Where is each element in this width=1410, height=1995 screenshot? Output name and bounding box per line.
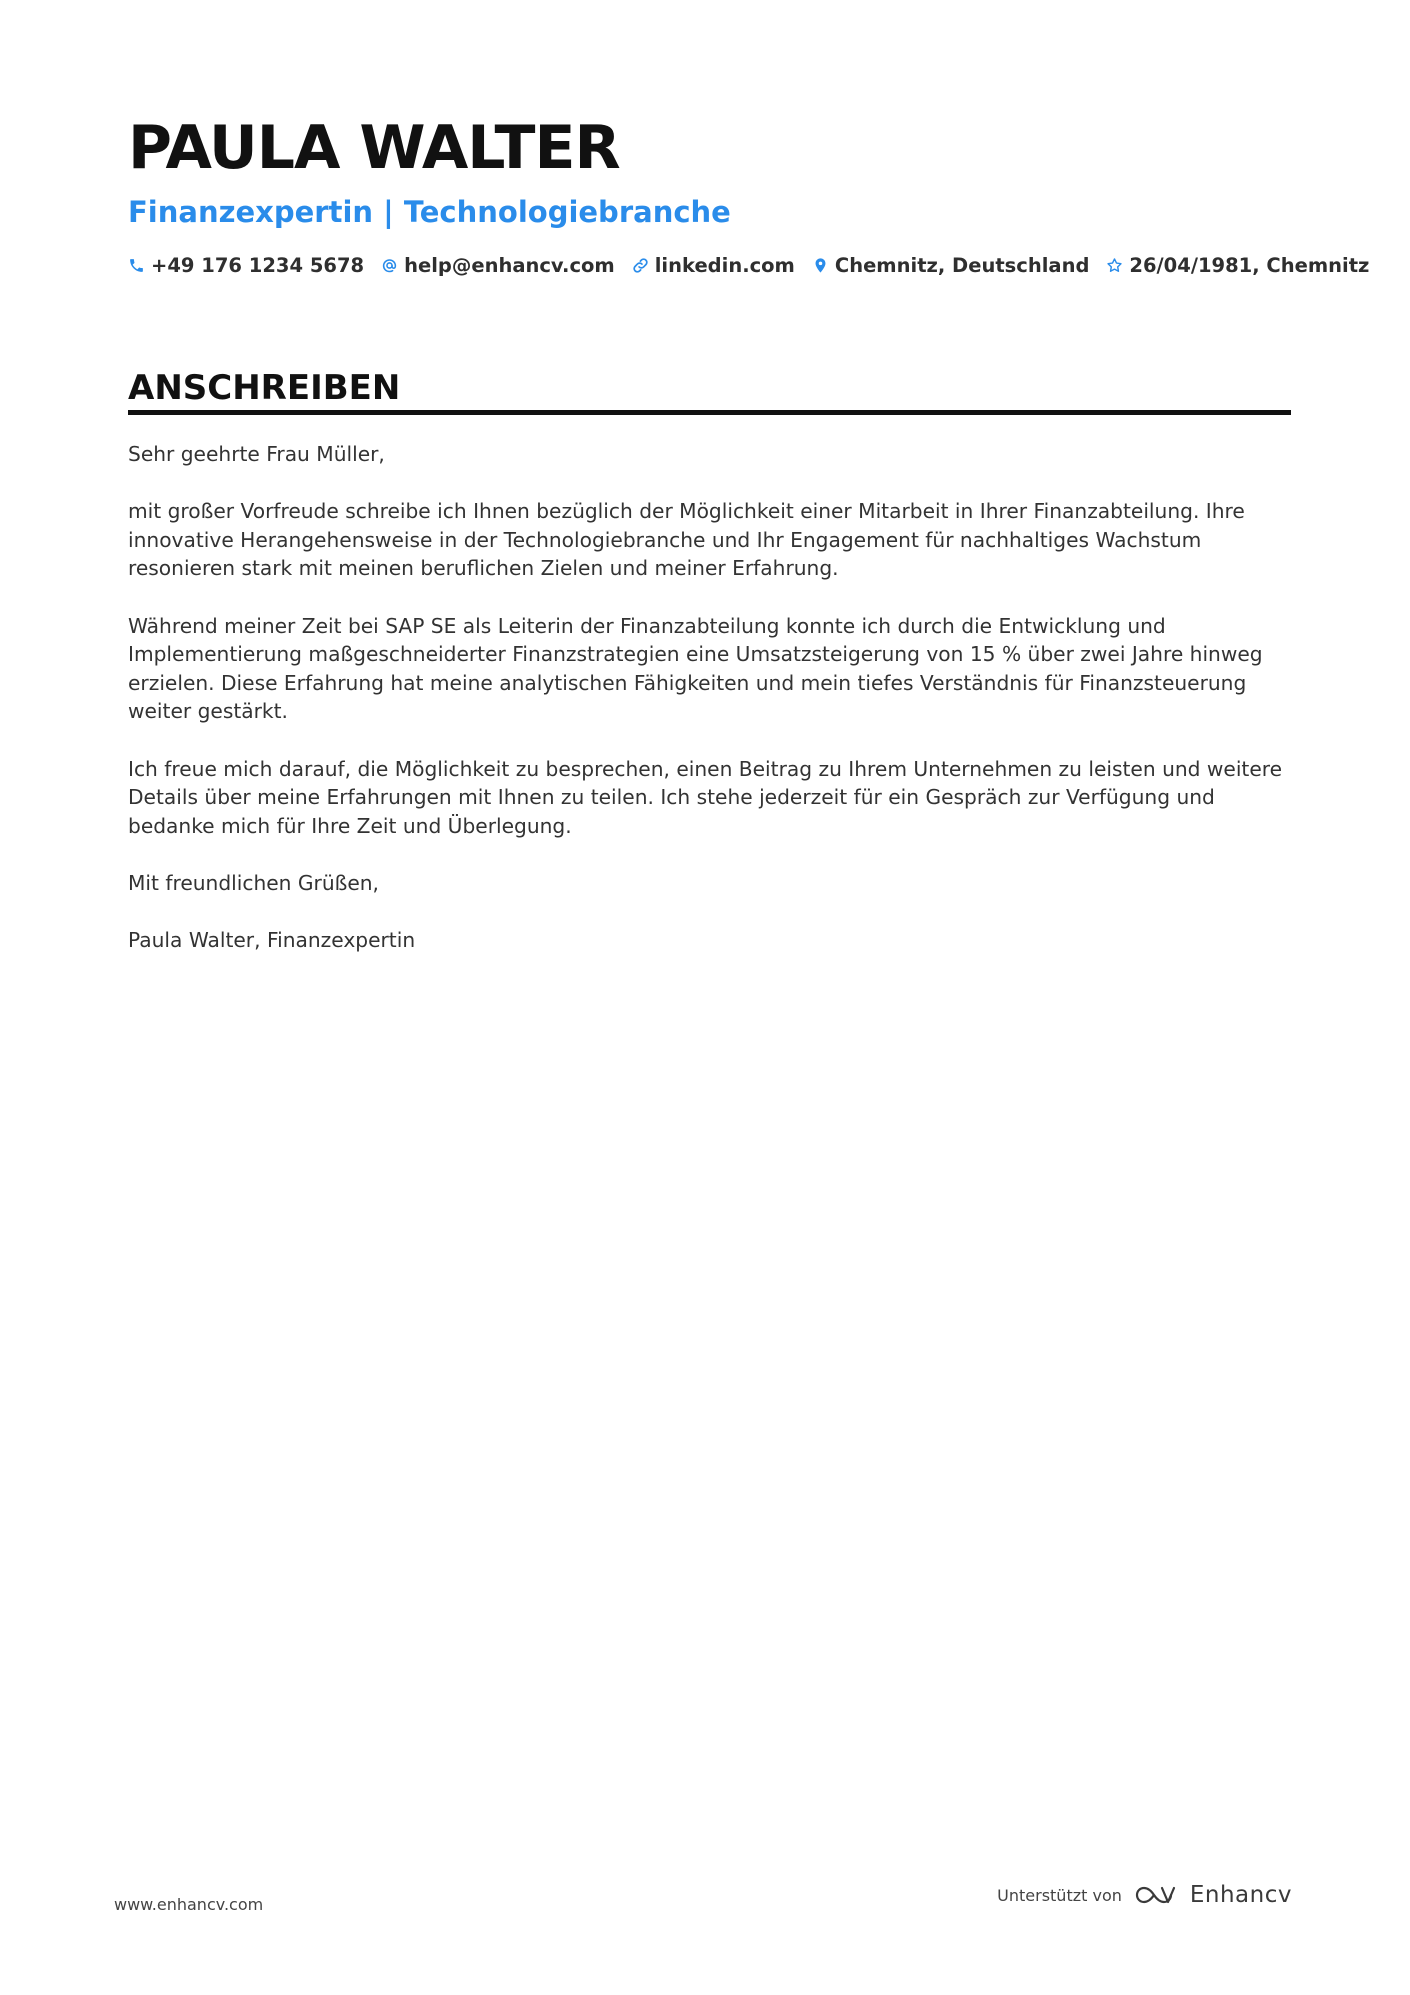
contact-email-text: help@enhancv.com (404, 254, 615, 277)
contact-location (812, 254, 1090, 277)
link-icon (632, 257, 649, 274)
contact-birthdate-text: 26/04/1981, Chemnitz (1129, 254, 1370, 277)
letter-body (128, 440, 1298, 983)
contact-email (381, 254, 615, 277)
star-icon (1106, 257, 1123, 274)
enhancv-logo-icon (1134, 1882, 1178, 1908)
footer-website[interactable]: www.enhancv.com (114, 1895, 264, 1914)
letter-salutation: Sehr geehrte Frau Müller, (128, 442, 385, 466)
contact-phone (128, 254, 364, 277)
contact-location-text: Chemnitz, Deutschland (834, 254, 1090, 277)
at-icon (381, 257, 398, 274)
section-divider (128, 410, 1291, 415)
letter-signature: Paula Walter, Finanzexpertin (128, 928, 416, 953)
applicant-name: PAULA WALTER (128, 113, 620, 183)
contact-linkedin (632, 254, 795, 277)
letter-paragraph: mit großer Vorfreude schreibe ich Ihnen bezüglich der Möglichkeit einer Mitarbeit in Ihrer Finanzabteilung. Ihre innovative Herangehensweise in der Technologiebranche und Ihr Engagement für nachhaltiges Wachstum resonieren stark mit meinen beruflichen Zielen und meiner Erfahrung. (128, 499, 1245, 581)
phone-icon (128, 257, 145, 274)
location-pin-icon (812, 257, 829, 274)
letter-paragraph: Während meiner Zeit bei SAP SE als Leiterin der Finanzabteilung konnte ich durch die Entwicklung und Implementierung maßgeschneiderter Finanzstrategien eine Umsatzsteigerung von 15 % über zwei Jahre hinweg erzielen. Diese Erfahrung hat meine analytischen Fähigkeiten und mein tiefes Verständnis für Finanzsteuerung weiter gestärkt. (128, 613, 1263, 724)
contact-phone-text: +49 176 1234 5678 (151, 254, 365, 277)
footer-branding (997, 1882, 1292, 1908)
contact-birthdate (1106, 254, 1369, 277)
letter-paragraph: Ich freue mich darauf, die Möglichkeit zu besprechen, einen Beitrag zu Ihrem Unternehmen zu leisten und weitere Details über meine Erfahrungen mit Ihnen zu teilen. Ich stehe jederzeit für ein Gespräch zur Verfügung und bedanke mich für Ihre Zeit und Überlegung. (128, 756, 1283, 838)
brand-name: Enhancv (1189, 1882, 1292, 1908)
contact-bar (128, 254, 1386, 277)
powered-by-label: Unterstützt von (997, 1885, 1122, 1905)
section-title: ANSCHREIBEN (128, 368, 401, 408)
contact-linkedin-text: linkedin.com (654, 254, 795, 277)
applicant-title: Finanzexpertin | Technologiebranche (128, 195, 731, 229)
letter-closing: Mit freundlichen Grüßen, (128, 870, 379, 895)
